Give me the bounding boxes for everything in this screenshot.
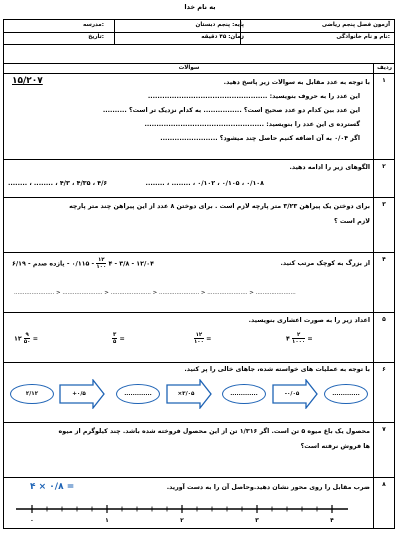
question-5 xyxy=(4,312,394,363)
question-1-line-3: گسترده ی این عدد را بنویسید: .................................................. xyxy=(144,121,360,128)
question-number: ۴ xyxy=(382,256,386,263)
blank-oval-1[interactable]: ............. xyxy=(116,384,160,404)
question-2 xyxy=(4,159,394,198)
numerator: ۹ xyxy=(25,332,29,338)
numerator: ۳ xyxy=(113,332,117,338)
question-number: ۷ xyxy=(382,426,386,433)
whole-part: ۱۲ xyxy=(14,335,22,343)
operation-arrow-2 xyxy=(166,379,212,409)
tick-label: ۰ xyxy=(30,517,34,524)
page-title: به نام خدا xyxy=(184,3,216,11)
operation-3-label: -۰/۰۵ xyxy=(284,391,300,397)
question-1-line-2: این عدد بین کدام دو عدد صحیح است؟ ................ به کدام نزدیک تر است؟ .......... xyxy=(102,107,360,114)
question-6-stem: با توجه به عملیات های خواسته شده، جاهای خالی را پر کنید. xyxy=(184,366,370,373)
question-1-stem: با توجه به عدد مقابل به سوالات زیر پاسخ دهید. xyxy=(223,79,370,86)
question-7-line-2: ها فروش نرفته است؟ xyxy=(300,443,370,450)
question-1-line-4: اگر ۰/۰۴ به آن اضافه کنیم حاصل چند میشود؟ ........................ xyxy=(160,135,360,142)
question-3-line-2: لازم است ؟ xyxy=(334,218,370,225)
tick-label: ۴ xyxy=(330,517,334,524)
denominator: ۱۰۰۰ xyxy=(292,339,306,345)
question-number: ۵ xyxy=(382,316,386,323)
numbers-tail: - ۰/۱۱۵ - یازده صدم - ۶/۱۹ xyxy=(12,260,95,268)
question-7-line-1: محصول یک باغ میوه ۵ تن است. اگر ۱/۳۱۶ تن از این محصول فروخته شده باشد. چند کیلوگرم از میوه xyxy=(58,428,370,435)
tick-label: ۱ xyxy=(105,517,109,524)
fraction-item-4 xyxy=(286,332,313,345)
denominator: ۱۰۰ xyxy=(194,339,204,345)
questions-column-header: سوالات xyxy=(178,65,200,71)
numbers-to-order xyxy=(12,257,154,270)
number-line xyxy=(12,501,352,527)
pattern-a: ۰/۱۰۸ ، ۰/۱۰۵ ، ۰/۱۰۲ ، ........ ، ........ xyxy=(145,180,264,187)
question-number: ۲ xyxy=(382,163,386,170)
question-number: ۱ xyxy=(382,77,386,84)
school-label: مدرسه: xyxy=(82,22,104,28)
operation-arrow-1 xyxy=(59,379,105,409)
blank-oval-3[interactable]: ............. xyxy=(324,384,368,404)
question-6 xyxy=(4,362,394,423)
question-number: ۳ xyxy=(382,201,386,208)
fraction-numerator: ۱۲ xyxy=(98,257,105,263)
grade-label: پایه: پنجم دبستان xyxy=(195,22,244,28)
numbers-head: ۱۲/۰۴ - ۳/۸ - ۴ xyxy=(108,260,154,268)
whole-part: ۴ xyxy=(286,335,290,343)
question-7 xyxy=(4,422,394,478)
date-label: تاریخ: xyxy=(88,34,104,40)
question-3-line-1: برای دوختن یک پیراهن ۳/۲۳ متر پارچه لازم است . برای دوختن ۸ عدد از این پیراهن چند متر پارچه xyxy=(69,203,370,210)
equals-sign: = xyxy=(206,335,212,343)
question-8 xyxy=(4,477,394,530)
question-8-stem: ضرب مقابل را روی محور نشان دهید.وحاصل آن را به دست آورید. xyxy=(166,484,370,491)
fraction-denominator: ۱۰۰ xyxy=(96,264,107,270)
blank-oval-2[interactable]: ............. xyxy=(222,384,266,404)
row-column-header: ردیف xyxy=(377,65,392,71)
equals-sign: = xyxy=(32,335,38,343)
question-1 xyxy=(4,73,394,160)
question-4 xyxy=(4,252,394,313)
question-1-number-value: ۱۵/۲۰۷ xyxy=(12,76,43,86)
question-3 xyxy=(4,197,394,253)
fraction-item-1 xyxy=(14,332,38,345)
denominator: ۵ xyxy=(113,339,117,345)
tick-label: ۳ xyxy=(255,517,259,524)
fraction-item-3 xyxy=(194,332,211,345)
exam-title: آزمون فصل پنجم ریاضی xyxy=(321,22,390,28)
denominator: ۵۰ xyxy=(23,339,31,345)
equals-sign: = xyxy=(119,335,125,343)
fraction-item-2 xyxy=(112,332,125,345)
question-1-line-1: این عدد را به حروف بنویسید: .................................................. xyxy=(147,93,360,100)
operation-arrow-3 xyxy=(272,379,318,409)
equals-sign: = xyxy=(307,335,313,343)
operation-1-label: +۰/۵ xyxy=(72,391,86,397)
question-number: ۸ xyxy=(382,481,386,488)
numerator: ۲ xyxy=(292,332,305,339)
ordering-blanks: ....................... > ....................... > ....................... > ....................... > ....................... > ....................... xyxy=(14,290,296,296)
multiplication-expression: ۴ × ۰/۸ = xyxy=(30,482,75,492)
question-4-stem: از بزرگ به کوچک مرتب کنید. xyxy=(280,260,370,267)
header-spacer xyxy=(4,44,394,64)
student-name-label: نام و نام خانوادگی: xyxy=(336,34,390,40)
exam-sheet xyxy=(3,19,395,529)
time-label: زمان: ۴۵ دقیقه xyxy=(201,34,244,40)
tick-label: ۲ xyxy=(180,517,184,524)
start-value-oval: ۲/۱۲ xyxy=(10,384,54,404)
question-5-stem: اعداد زیر را به صورت اعشاری بنویسید. xyxy=(248,317,370,324)
pattern-b: ۴/۶ ، ۴/۳۵ ، ۴/۳ ، ........ ، ........ xyxy=(8,180,108,187)
numerator: ۱۲ xyxy=(195,332,203,338)
fraction xyxy=(96,257,106,270)
question-2-stem: الگوهای زیر را ادامه دهید. xyxy=(289,164,370,171)
question-number: ۶ xyxy=(382,366,386,373)
operation-2-label: ×۳/۰۵ xyxy=(177,391,195,397)
